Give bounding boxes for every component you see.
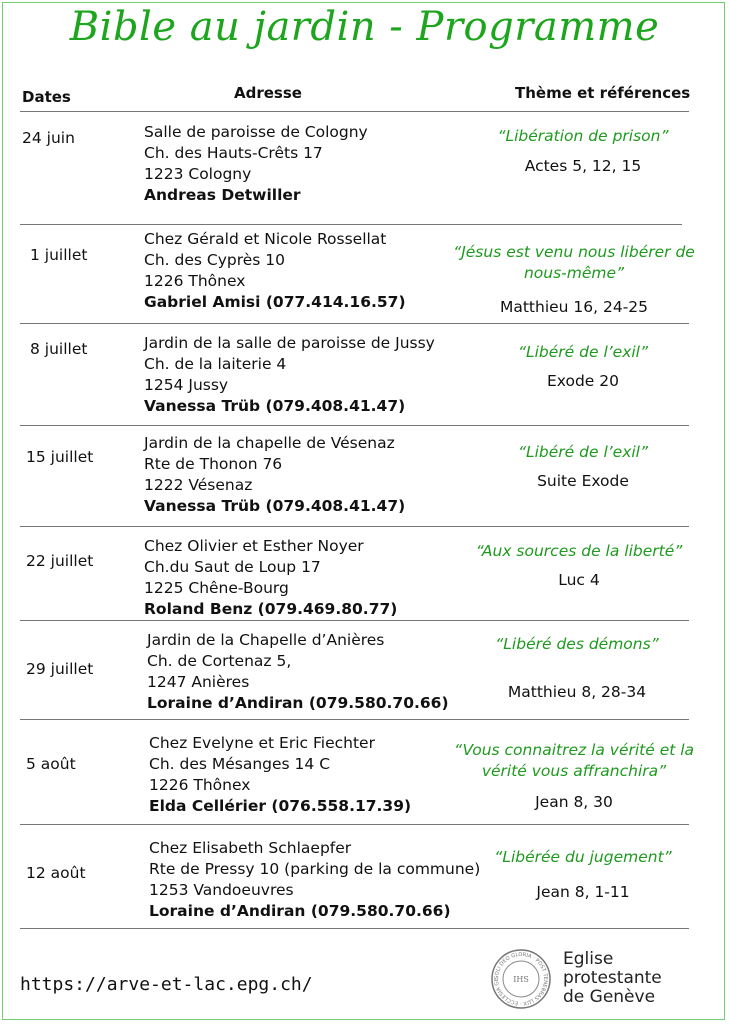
row-address [144,433,405,517]
address-line: Chez Elisabeth Schlaepfer [149,839,352,857]
row-reference: Jean 8, 30 [535,793,613,811]
row-reference: Exode 20 [547,372,619,390]
header-theme: Thème et références [515,84,691,102]
address-line: Ch. des Hauts-Crêts 17 [144,144,323,162]
org-line-2: protestante [563,968,662,988]
row-date: 22 juillet [26,552,94,570]
address-line: 1222 Vésenaz [144,476,253,494]
row-divider [20,928,689,929]
row-address [144,122,368,206]
row-divider [20,224,682,225]
address-line: Rte de Thonon 76 [144,455,283,473]
address-line: Chez Evelyne et Eric Fiechter [149,734,375,752]
address-line: 1225 Chêne-Bourg [144,579,289,597]
row-contact: Roland Benz (079.469.80.77) [144,600,398,618]
row-theme: “Libéré des démons” [495,635,659,653]
organization-name [563,950,662,1007]
org-line-1: Eglise [563,949,614,969]
address-line: Ch. de la laiterie 4 [144,355,287,373]
row-contact: Andreas Detwiller [144,186,301,204]
row-theme: “Libération de prison” [497,127,669,145]
row-address [144,229,406,313]
row-reference: Actes 5, 12, 15 [524,157,642,175]
row-contact: Vanessa Trüb (079.408.41.47) [144,497,406,515]
website-url[interactable]: https://arve-et-lac.epg.ch/ [20,974,313,995]
address-line: 1253 Vandoeuvres [149,881,294,899]
row-theme: “Libérée du jugement” [494,848,672,866]
row-divider [20,526,689,527]
address-line: Jardin de la chapelle de Vésenaz [144,434,395,452]
row-address [147,630,449,714]
row-date: 12 août [26,864,86,882]
address-line: 1247 Anières [147,673,250,691]
address-line: Jardin de la salle de paroisse de Jussy [144,334,435,352]
page-title: Bible au jardin - Programme [69,4,660,50]
address-line: 1226 Thônex [149,776,251,794]
row-reference: Matthieu 16, 24-25 [499,298,649,316]
address-line: 1223 Cologny [144,165,252,183]
seal-monogram: IHS [513,975,529,984]
address-line: Ch. des Cyprès 10 [144,251,286,269]
org-line-3: de Genève [563,987,656,1007]
address-line: Rte de Pressy 10 (parking de la commune) [149,860,481,878]
header-rule [20,111,689,112]
row-theme: “Vous connaitrez la vérité et la vérité vous affranchira” [453,741,695,780]
row-contact: Vanessa Trüb (079.408.41.47) [144,397,406,415]
row-reference: Suite Exode [537,472,629,490]
row-address [149,733,411,817]
address-line: Ch.du Saut de Loup 17 [144,558,321,576]
row-contact: Loraine d’Andiran (079.580.70.66) [149,902,451,920]
address-line: Chez Gérald et Nicole Rossellat [144,230,387,248]
row-theme: “Libéré de l’exil” [517,343,649,361]
address-line: Ch. des Mésanges 14 C [149,755,331,773]
row-date: 5 août [26,755,76,773]
row-divider [20,620,689,621]
header-address: Adresse [234,84,302,102]
row-date: 1 juillet [30,246,88,264]
row-reference: Luc 4 [558,571,600,589]
row-date: 29 juillet [26,660,94,678]
row-reference: Matthieu 8, 28-34 [507,683,647,701]
address-line: 1254 Jussy [144,376,229,394]
row-theme: “Jésus est venu nous libérer de nous-même” [453,243,695,282]
address-line: Chez Olivier et Esther Noyer [144,537,364,555]
row-reference: Jean 8, 1-11 [536,883,630,901]
address-line: 1226 Thônex [144,272,246,290]
row-address [144,536,397,620]
row-address [144,333,435,417]
row-divider [20,719,689,720]
address-line: Salle de paroisse de Cologny [144,123,368,141]
row-date: 24 juin [22,129,75,147]
row-contact: Elda Cellérier (076.558.17.39) [149,797,412,815]
header-dates: Dates [22,88,71,106]
row-date: 8 juillet [30,340,88,358]
row-theme: “Libéré de l’exil” [517,443,649,461]
church-seal-icon [490,948,552,1010]
row-address [149,838,480,922]
row-contact: Loraine d’Andiran (079.580.70.66) [147,694,449,712]
row-divider [20,824,689,825]
row-divider [20,425,689,426]
seal-text: SOLI DEO GLORIA · POST TENEBRAS LUX · ECCLESIA GE [493,951,549,1007]
address-line: Ch. de Cortenaz 5, [147,652,292,670]
address-line: Jardin de la Chapelle d’Anières [147,631,385,649]
row-contact: Gabriel Amisi (077.414.16.57) [144,293,406,311]
row-theme: “Aux sources de la liberté” [475,542,683,560]
row-divider [20,323,689,324]
row-date: 15 juillet [26,448,94,466]
